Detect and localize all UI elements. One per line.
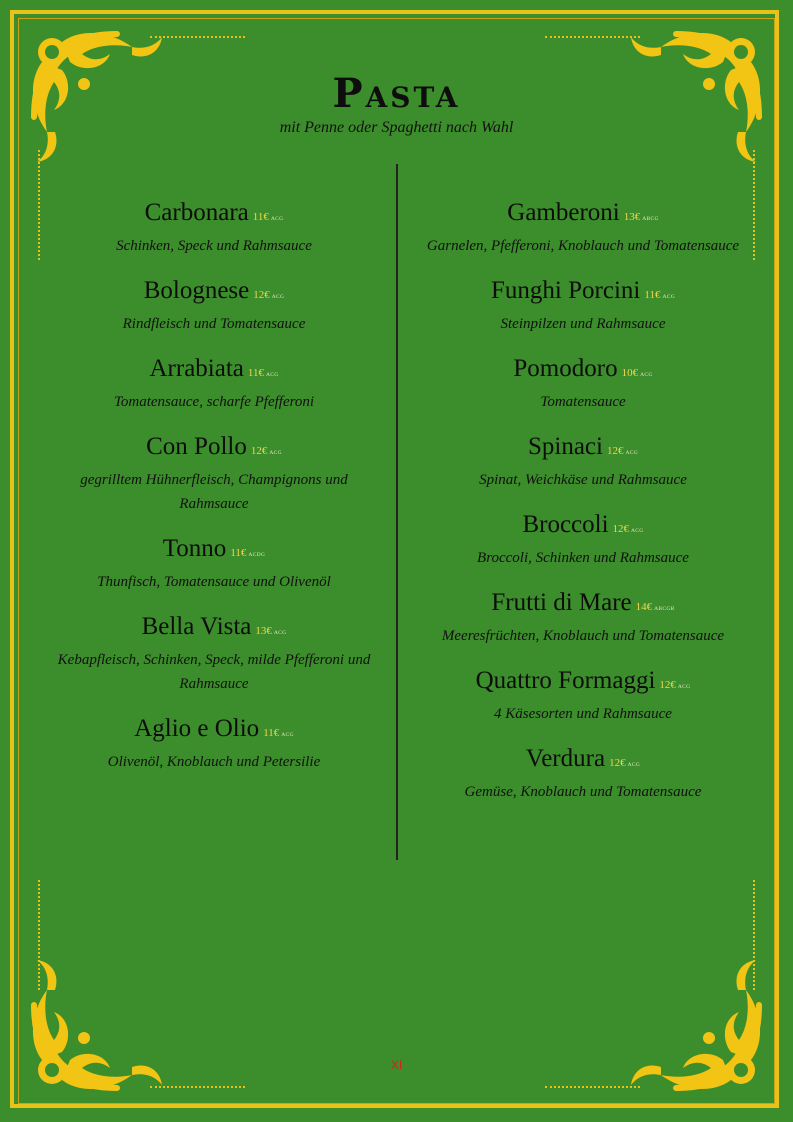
dish-price: 12€ <box>253 289 270 301</box>
dish-price: 11€ <box>644 289 661 301</box>
dish-allergens: ACG <box>640 372 653 378</box>
dish-description: Olivenöl, Knoblauch und Petersilie <box>107 754 321 770</box>
menu-item <box>44 276 384 336</box>
dish-name: Frutti di Mare <box>491 589 632 616</box>
dish-allergens: ACG <box>631 528 644 534</box>
dish-price: 12€ <box>250 445 268 457</box>
dish-description: Broccoli, Schinken und Rahmsauce <box>477 550 689 566</box>
dish-price: 10€ <box>621 367 639 379</box>
menu-column-left <box>44 198 384 792</box>
dish-price: 13€ <box>623 211 641 223</box>
menu-item <box>44 612 384 696</box>
page-number: XI <box>390 1058 403 1072</box>
menu-item <box>44 198 384 258</box>
dish-price: 12€ <box>609 757 626 769</box>
dish-description: Garnelen, Pfefferoni, Knoblauch und Tomatensauce <box>426 238 740 254</box>
ornament-corner-bottom-left <box>22 950 172 1100</box>
dish-allergens: ABCGR <box>654 606 675 612</box>
dish-allergens: ACG <box>271 294 285 300</box>
menu-item <box>413 276 753 336</box>
dish-description: 4 Käsesorten und Rahmsauce <box>494 706 672 722</box>
dish-description: Thunfisch, Tomatensauce und Olivenöl <box>97 574 331 590</box>
dish-name: Funghi Porcini <box>491 277 641 304</box>
dish-name: Bolognese <box>143 277 250 304</box>
dish-name: Broccoli <box>522 511 609 538</box>
dish-price: 11€ <box>252 211 269 223</box>
dish-allergens: ABCG <box>642 216 659 222</box>
dish-description: Meeresfrüchten, Knoblauch und Tomatensauce <box>441 628 725 644</box>
dish-allergens: ACG <box>273 630 287 636</box>
dish-name: Con Pollo <box>146 433 247 460</box>
dish-description: Schinken, Speck und Rahmsauce <box>116 238 312 254</box>
dish-description: Rindfleisch und Tomatensauce <box>122 316 306 332</box>
dish-allergens: ACG <box>265 372 279 378</box>
dish-name: Arrabiata <box>149 355 244 382</box>
dish-name: Tonno <box>162 535 227 562</box>
dish-price: 12€ <box>612 523 630 535</box>
dish-allergens: ACG <box>625 450 638 456</box>
menu-item <box>44 714 384 774</box>
menu-item <box>413 432 753 492</box>
dish-name: Spinaci <box>527 433 603 460</box>
dish-name: Verdura <box>525 745 606 772</box>
dish-allergens: ACG <box>677 684 691 690</box>
dish-description: Tomatensauce <box>540 394 626 410</box>
menu-item <box>44 534 384 594</box>
dish-description: gegrilltem Hühnerfleisch, Champignons und Rahmsauce <box>80 472 348 512</box>
ornament-corner-bottom-right <box>621 950 771 1100</box>
menu-item <box>44 354 384 414</box>
dish-price: 13€ <box>255 625 272 637</box>
menu-item <box>413 666 753 726</box>
page-subtitle: mit Penne oder Spaghetti nach Wahl <box>279 119 514 136</box>
dish-price: 12€ <box>606 445 624 457</box>
dish-allergens: ACDG <box>248 552 266 558</box>
dish-name: Gamberoni <box>507 199 620 226</box>
dish-name: Pomodoro <box>513 355 618 382</box>
dish-price: 11€ <box>230 547 247 559</box>
dish-price: 11€ <box>247 367 264 379</box>
dish-description: Tomatensauce, scharfe Pfefferoni <box>113 394 315 410</box>
menu-item <box>413 744 753 804</box>
dish-name: Quattro Formaggi <box>475 667 656 694</box>
dish-description: Kebapfleisch, Schinken, Speck, milde Pfefferoni und Rahmsauce <box>57 652 371 692</box>
menu-item <box>413 510 753 570</box>
dish-allergens: ACG <box>270 216 284 222</box>
column-divider <box>396 164 398 860</box>
menu-item <box>413 354 753 414</box>
dish-allergens: ACG <box>269 450 282 456</box>
dish-price: 11€ <box>263 727 280 739</box>
dish-name: Bella Vista <box>141 613 252 640</box>
page-title: Pasta <box>332 70 461 117</box>
dish-price: 14€ <box>635 601 653 613</box>
dish-price: 12€ <box>659 679 676 691</box>
menu-item <box>413 588 753 648</box>
menu-column-right <box>413 198 753 822</box>
dish-description: Steinpilzen und Rahmsauce <box>500 316 666 332</box>
dish-allergens: ACG <box>662 294 675 300</box>
dish-allergens: ACG <box>627 762 641 768</box>
dish-name: Aglio e Olio <box>134 715 260 742</box>
dish-description: Spinat, Weichkäse und Rahmsauce <box>479 472 687 488</box>
menu-item <box>413 198 753 258</box>
menu-item <box>44 432 384 516</box>
dish-description: Gemüse, Knoblauch und Tomatensauce <box>464 784 702 800</box>
dish-allergens: ACG <box>281 732 294 738</box>
dish-name: Carbonara <box>144 199 249 226</box>
